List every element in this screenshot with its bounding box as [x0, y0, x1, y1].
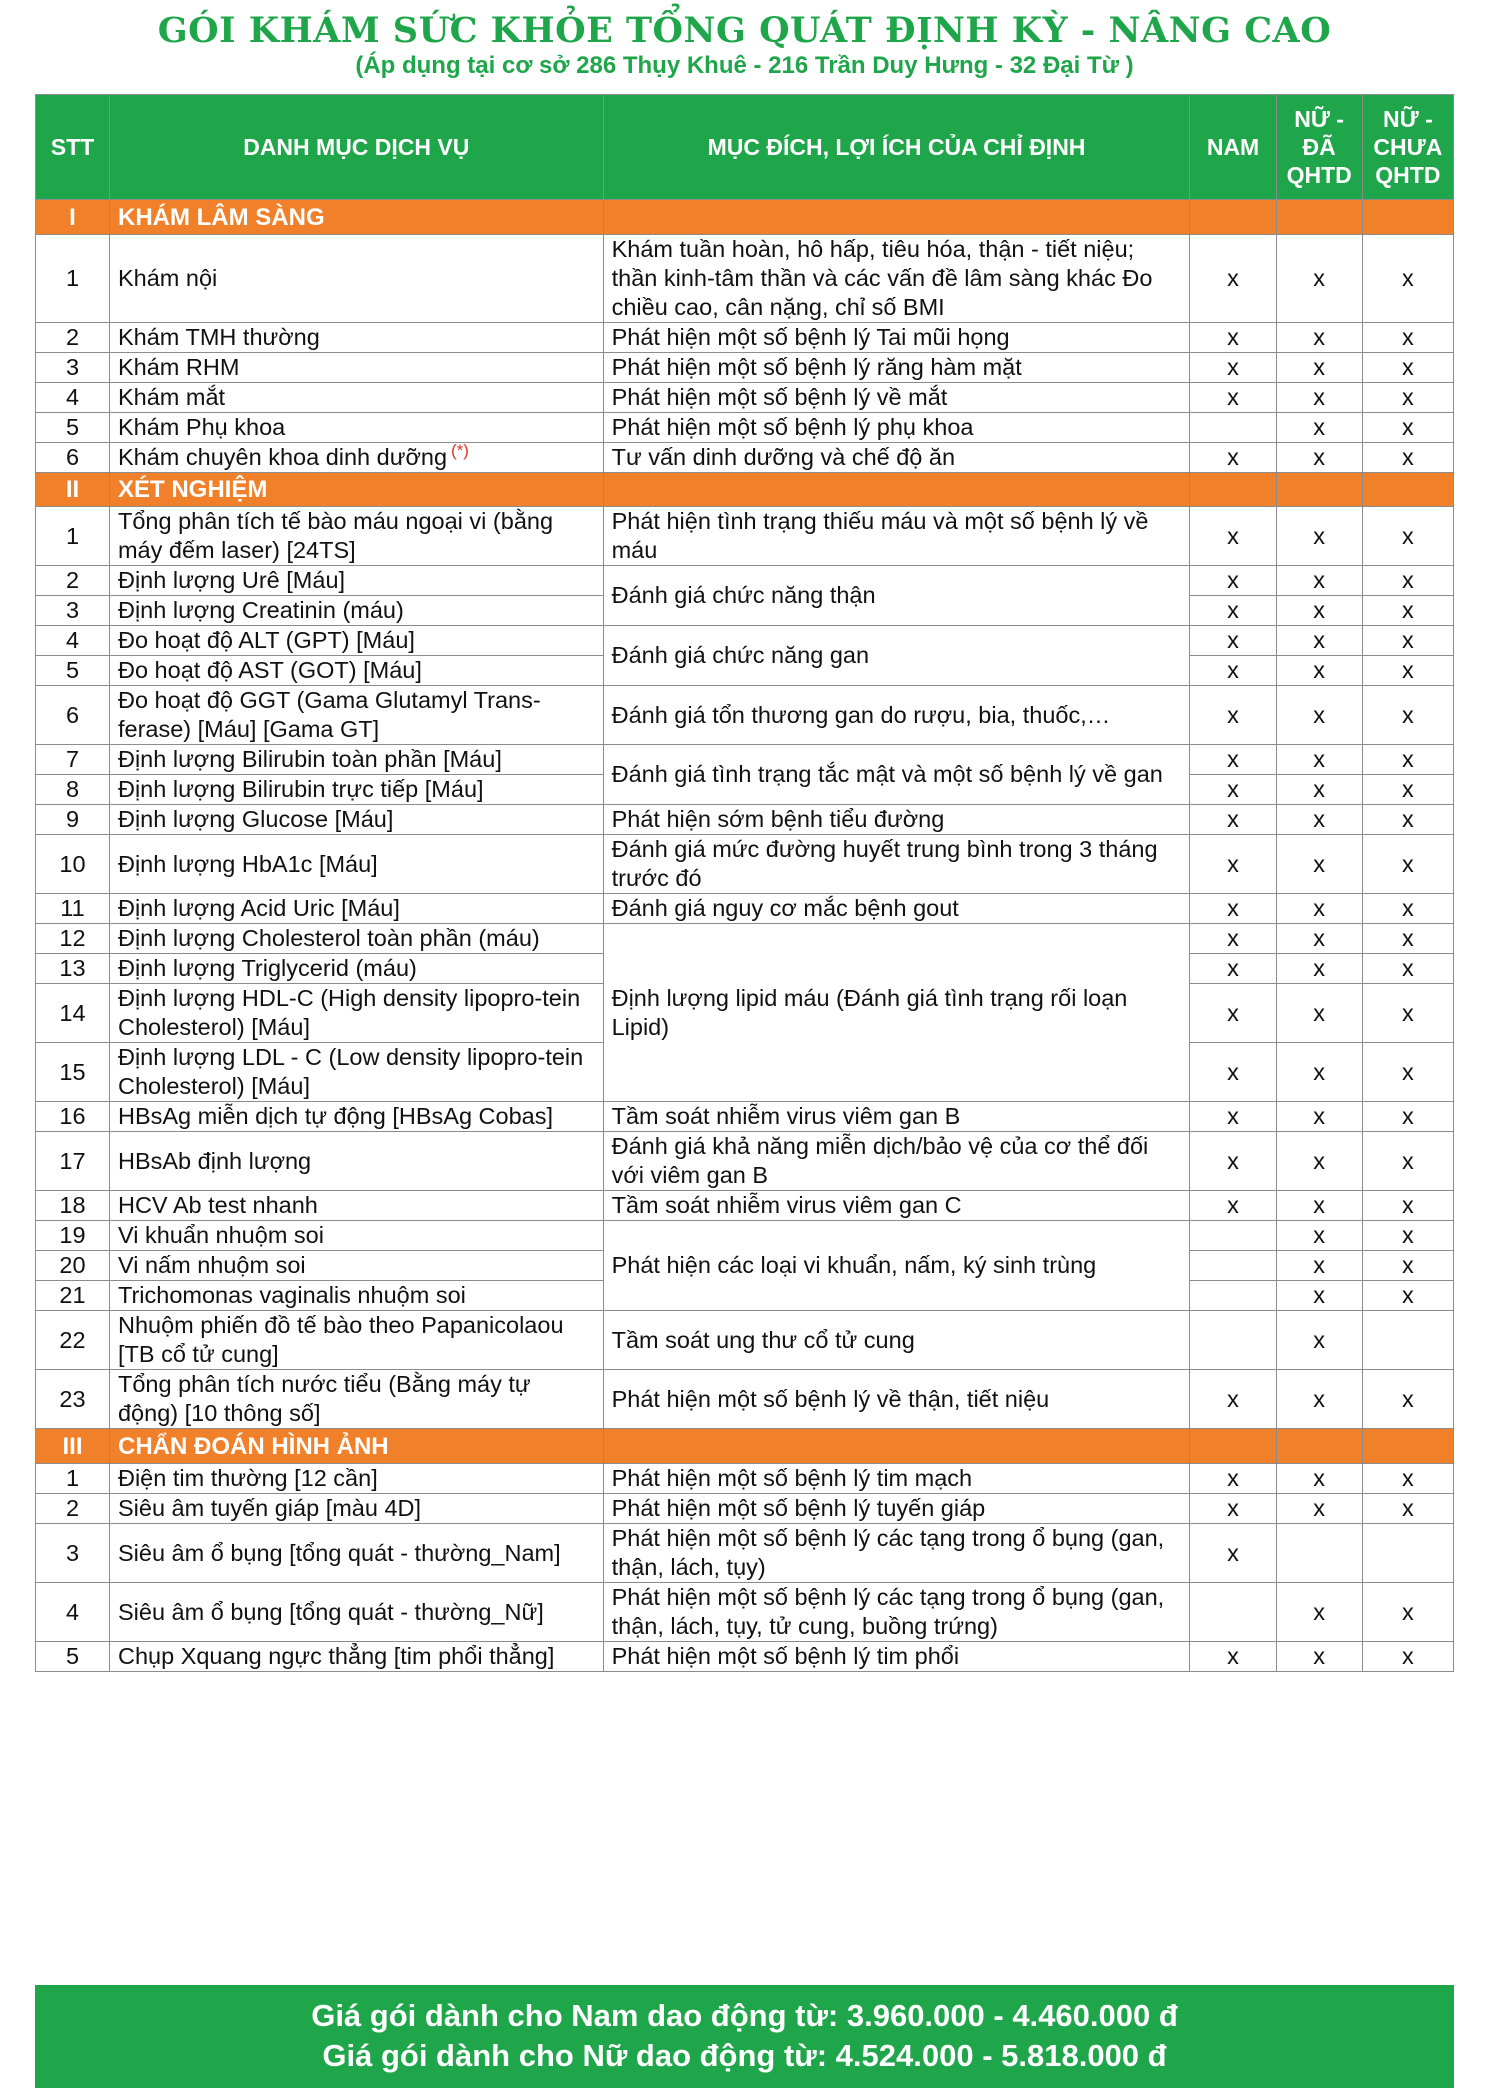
row-stt: 13 — [36, 954, 110, 984]
service-name-text: Định lượng HDL-C (High density lipopro-tein Cholesterol) [Máu] — [117, 985, 581, 1040]
female-single-mark: x — [1362, 1642, 1453, 1672]
section-filler-cell — [603, 473, 1190, 507]
service-name-text: Đo hoạt độ AST (GOT) [Máu] — [117, 657, 422, 683]
table-row — [36, 383, 1454, 413]
female-married-mark: x — [1276, 1221, 1362, 1251]
service-name-text: Định lượng Urê [Máu] — [117, 567, 346, 593]
header-female-single: NỮ - CHƯA QHTD — [1362, 95, 1453, 200]
male-mark: x — [1190, 1524, 1276, 1583]
male-mark — [1190, 1583, 1276, 1642]
service-name-text: Tổng phân tích nước tiểu (Bằng máy tự động) [10 thông số] — [117, 1371, 531, 1426]
female-married-mark: x — [1276, 656, 1362, 686]
section-number: II — [36, 473, 110, 507]
female-single-mark: x — [1362, 353, 1453, 383]
section-title: KHÁM LÂM SÀNG — [109, 200, 603, 235]
male-mark: x — [1190, 1102, 1276, 1132]
service-name-text: Định lượng Cholesterol toàn phần (máu) — [117, 925, 540, 951]
row-service-name — [109, 1494, 603, 1524]
row-stt: 5 — [36, 1642, 110, 1672]
female-married-mark: x — [1276, 413, 1362, 443]
service-name-text: Định lượng Triglycerid (máu) — [117, 955, 417, 981]
male-mark: x — [1190, 566, 1276, 596]
female-single-mark — [1362, 1524, 1453, 1583]
row-purpose: Phát hiện một số bệnh lý về thận, tiết niệu — [603, 1370, 1190, 1429]
female-single-mark: x — [1362, 954, 1453, 984]
service-name-text: HBsAg miễn dịch tự động [HBsAg Cobas] — [117, 1103, 554, 1129]
row-stt: 16 — [36, 1102, 110, 1132]
female-single-mark: x — [1362, 235, 1453, 323]
row-stt: 11 — [36, 894, 110, 924]
female-married-mark: x — [1276, 1642, 1362, 1672]
male-mark: x — [1190, 656, 1276, 686]
service-name-text: Nhuộm phiến đồ tế bào theo Papanicolaou [TB cổ tử cung] — [117, 1312, 564, 1367]
male-mark: x — [1190, 507, 1276, 566]
female-single-mark: x — [1362, 443, 1453, 473]
male-mark: x — [1190, 805, 1276, 835]
row-purpose: Tư vấn dinh dưỡng và chế độ ăn — [603, 443, 1190, 473]
table-row — [36, 566, 1454, 596]
male-mark: x — [1190, 596, 1276, 626]
row-service-name — [109, 1221, 603, 1251]
female-married-mark: x — [1276, 383, 1362, 413]
row-stt: 7 — [36, 745, 110, 775]
service-name-text: Khám Phụ khoa — [117, 414, 286, 440]
row-purpose: Phát hiện một số bệnh lý về mắt — [603, 383, 1190, 413]
row-service-name — [109, 1642, 603, 1672]
female-married-mark — [1276, 1524, 1362, 1583]
row-purpose: Phát hiện một số bệnh lý tim phổi — [603, 1642, 1190, 1672]
female-single-mark: x — [1362, 1370, 1453, 1429]
female-married-mark: x — [1276, 1251, 1362, 1281]
female-single-mark: x — [1362, 984, 1453, 1043]
row-stt: 2 — [36, 1494, 110, 1524]
row-purpose: Đánh giá mức đường huyết trung bình trong 3 tháng trước đó — [603, 835, 1190, 894]
page-subtitle: (Áp dụng tại cơ sở 286 Thụy Khuê - 216 Trần Duy Hưng - 32 Đại Từ ) — [355, 52, 1134, 79]
female-married-mark: x — [1276, 235, 1362, 323]
male-mark: x — [1190, 1191, 1276, 1221]
service-name-text: Đo hoạt độ ALT (GPT) [Máu] — [117, 627, 415, 653]
female-married-mark: x — [1276, 1191, 1362, 1221]
table-row — [36, 235, 1454, 323]
row-service-name — [109, 1043, 603, 1102]
service-name-text: Khám mắt — [117, 384, 226, 410]
service-name-text: Khám nội — [117, 265, 218, 291]
female-single-mark: x — [1362, 1043, 1453, 1102]
female-single-mark: x — [1362, 1132, 1453, 1191]
service-name-text: Định lượng Creatinin (máu) — [117, 597, 404, 623]
female-married-mark: x — [1276, 894, 1362, 924]
female-married-mark: x — [1276, 984, 1362, 1043]
section-filler-cell — [603, 1429, 1190, 1464]
female-single-mark: x — [1362, 626, 1453, 656]
row-purpose: Phát hiện một số bệnh lý răng hàm mặt — [603, 353, 1190, 383]
table-row — [36, 1524, 1454, 1583]
table-header-row — [36, 95, 1454, 200]
table-body — [36, 200, 1454, 1672]
row-purpose: Phát hiện sớm bệnh tiểu đường — [603, 805, 1190, 835]
row-purpose: Đánh giá chức năng thận — [603, 566, 1190, 626]
female-single-mark: x — [1362, 805, 1453, 835]
row-stt: 9 — [36, 805, 110, 835]
row-service-name — [109, 1370, 603, 1429]
row-service-name — [109, 805, 603, 835]
row-service-name — [109, 566, 603, 596]
table-row — [36, 1132, 1454, 1191]
table-row — [36, 323, 1454, 353]
service-name-text: Định lượng HbA1c [Máu] — [117, 850, 378, 877]
service-name-text: Định lượng Bilirubin toàn phần [Máu] — [117, 746, 502, 772]
row-stt: 20 — [36, 1251, 110, 1281]
female-married-mark: x — [1276, 805, 1362, 835]
female-married-mark: x — [1276, 1311, 1362, 1370]
row-stt: 5 — [36, 656, 110, 686]
service-name-text: Trichomonas vaginalis nhuộm soi — [117, 1282, 466, 1308]
section-filler-cell — [1190, 1429, 1276, 1464]
service-name-text: Định lượng Bilirubin trực tiếp [Máu] — [117, 776, 484, 802]
female-single-mark: x — [1362, 323, 1453, 353]
row-purpose: Phát hiện một số bệnh lý tuyến giáp — [603, 1494, 1190, 1524]
male-mark: x — [1190, 924, 1276, 954]
male-mark — [1190, 1281, 1276, 1311]
male-mark: x — [1190, 954, 1276, 984]
service-name-text: Chụp Xquang ngực thẳng [tim phổi thẳng] — [117, 1643, 555, 1669]
female-single-mark — [1362, 1311, 1453, 1370]
female-married-mark: x — [1276, 954, 1362, 984]
row-stt: 3 — [36, 596, 110, 626]
table-row — [36, 686, 1454, 745]
row-stt: 6 — [36, 686, 110, 745]
female-single-mark: x — [1362, 1102, 1453, 1132]
section-filler-cell — [1190, 473, 1276, 507]
female-married-mark: x — [1276, 566, 1362, 596]
row-purpose: Tầm soát ung thư cổ tử cung — [603, 1311, 1190, 1370]
male-price: Giá gói dành cho Nam dao động từ: 3.960.000 - 4.460.000 đ — [311, 1998, 1178, 2033]
row-service-name — [109, 383, 603, 413]
row-stt: 8 — [36, 775, 110, 805]
female-married-mark: x — [1276, 835, 1362, 894]
row-stt: 4 — [36, 626, 110, 656]
male-mark — [1190, 413, 1276, 443]
service-name-text: HBsAb định lượng — [117, 1147, 312, 1174]
female-single-mark: x — [1362, 894, 1453, 924]
table-row — [36, 1642, 1454, 1672]
row-stt: 4 — [36, 1583, 110, 1642]
table-row — [36, 507, 1454, 566]
row-stt: 17 — [36, 1132, 110, 1191]
male-mark: x — [1190, 323, 1276, 353]
female-married-mark: x — [1276, 1043, 1362, 1102]
male-mark — [1190, 1221, 1276, 1251]
male-mark: x — [1190, 383, 1276, 413]
section-title: CHẨN ĐOÁN HÌNH ẢNH — [109, 1429, 603, 1464]
row-stt: 14 — [36, 984, 110, 1043]
row-stt: 4 — [36, 383, 110, 413]
table-row — [36, 353, 1454, 383]
male-mark: x — [1190, 353, 1276, 383]
section-filler-cell — [1362, 1429, 1453, 1464]
row-purpose: Phát hiện một số bệnh lý các tạng trong ổ bụng (gan, thận, lách, tụy) — [603, 1524, 1190, 1583]
row-service-name — [109, 626, 603, 656]
female-single-mark: x — [1362, 656, 1453, 686]
row-service-name — [109, 656, 603, 686]
service-name-text: Định lượng Glucose [Máu] — [117, 806, 394, 832]
female-married-mark: x — [1276, 596, 1362, 626]
row-purpose: Đánh giá nguy cơ mắc bệnh gout — [603, 894, 1190, 924]
female-married-mark: x — [1276, 1132, 1362, 1191]
row-purpose: Phát hiện các loại vi khuẩn, nấm, ký sinh trùng — [603, 1221, 1190, 1311]
row-service-name — [109, 353, 603, 383]
row-purpose: Khám tuần hoàn, hô hấp, tiêu hóa, thận - tiết niệu; thần kinh-tâm thần và các vấn đề lâm sàng khác Đo chiều cao, cân nặng, chỉ số BMI — [603, 235, 1190, 323]
table-row — [36, 443, 1454, 473]
service-table — [35, 94, 1454, 1672]
price-footer — [35, 1985, 1454, 2088]
female-married-mark: x — [1276, 775, 1362, 805]
section-filler-cell — [1190, 200, 1276, 235]
header-male: NAM — [1190, 95, 1276, 200]
row-purpose: Phát hiện một số bệnh lý các tạng trong ổ bụng (gan, thận, lách, tụy, tử cung, buồng trứng) — [603, 1583, 1190, 1642]
section-filler-cell — [1362, 200, 1453, 235]
female-single-mark: x — [1362, 1583, 1453, 1642]
service-name-text: HCV Ab test nhanh — [117, 1192, 318, 1218]
female-single-mark: x — [1362, 1281, 1453, 1311]
row-stt: 2 — [36, 323, 110, 353]
female-price: Giá gói dành cho Nữ dao động từ: 4.524.000 - 5.818.000 đ — [322, 2038, 1167, 2073]
row-service-name — [109, 507, 603, 566]
service-name-text: Định lượng LDL - C (Low density lipopro-tein Cholesterol) [Máu] — [117, 1044, 584, 1099]
footnote-mark: (*) — [451, 441, 469, 461]
row-stt: 10 — [36, 835, 110, 894]
section-filler-cell — [1276, 473, 1362, 507]
female-single-mark: x — [1362, 596, 1453, 626]
table-row — [36, 1583, 1454, 1642]
section-number: III — [36, 1429, 110, 1464]
male-mark: x — [1190, 1464, 1276, 1494]
female-married-mark: x — [1276, 745, 1362, 775]
row-service-name — [109, 954, 603, 984]
table-row — [36, 413, 1454, 443]
row-stt: 5 — [36, 413, 110, 443]
table-row — [36, 1191, 1454, 1221]
row-stt: 21 — [36, 1281, 110, 1311]
female-single-mark: x — [1362, 507, 1453, 566]
row-stt: 1 — [36, 235, 110, 323]
row-service-name — [109, 775, 603, 805]
row-stt: 15 — [36, 1043, 110, 1102]
table-row — [36, 1370, 1454, 1429]
male-mark: x — [1190, 775, 1276, 805]
female-married-mark: x — [1276, 1583, 1362, 1642]
service-name-text: Vi nấm nhuộm soi — [117, 1252, 306, 1278]
female-single-mark: x — [1362, 745, 1453, 775]
female-married-mark: x — [1276, 1281, 1362, 1311]
section-number: I — [36, 200, 110, 235]
row-service-name — [109, 1583, 603, 1642]
row-purpose: Định lượng lipid máu (Đánh giá tình trạng rối loạn Lipid) — [603, 924, 1190, 1102]
male-mark: x — [1190, 894, 1276, 924]
row-stt: 12 — [36, 924, 110, 954]
row-service-name — [109, 413, 603, 443]
male-mark: x — [1190, 835, 1276, 894]
row-service-name — [109, 1281, 603, 1311]
page-title: GÓI KHÁM SỨC KHỎE TỔNG QUÁT ĐỊNH KỲ - NÂNG CAO — [157, 10, 1332, 51]
row-service-name — [109, 924, 603, 954]
female-married-mark: x — [1276, 323, 1362, 353]
row-service-name — [109, 596, 603, 626]
row-service-name — [109, 1132, 603, 1191]
female-single-mark: x — [1362, 383, 1453, 413]
service-name-text: Siêu âm tuyến giáp [màu 4D] — [117, 1495, 422, 1521]
row-purpose: Đánh giá tình trạng tắc mật và một số bệnh lý về gan — [603, 745, 1190, 805]
table-row — [36, 745, 1454, 775]
female-single-mark: x — [1362, 775, 1453, 805]
service-name-text: Khám RHM — [117, 354, 240, 380]
section-header-row — [36, 200, 1454, 235]
row-stt: 6 — [36, 443, 110, 473]
female-single-mark: x — [1362, 1221, 1453, 1251]
header-purpose: MỤC ĐÍCH, LỢI ÍCH CỦA CHỈ ĐỊNH — [603, 95, 1190, 200]
table-row — [36, 1464, 1454, 1494]
female-married-mark: x — [1276, 1494, 1362, 1524]
row-service-name — [109, 1251, 603, 1281]
row-stt: 1 — [36, 507, 110, 566]
female-married-mark: x — [1276, 443, 1362, 473]
row-purpose: Phát hiện một số bệnh lý tim mạch — [603, 1464, 1190, 1494]
female-single-mark: x — [1362, 1464, 1453, 1494]
row-service-name — [109, 686, 603, 745]
row-service-name — [109, 1464, 603, 1494]
service-name-text: Siêu âm ổ bụng [tổng quát - thường_Nam] — [117, 1539, 561, 1566]
female-married-mark: x — [1276, 1370, 1362, 1429]
service-name-text: Siêu âm ổ bụng [tổng quát - thường_Nữ] — [117, 1598, 544, 1625]
table-row — [36, 626, 1454, 656]
male-mark: x — [1190, 745, 1276, 775]
row-service-name — [109, 1311, 603, 1370]
row-service-name — [109, 443, 603, 473]
male-mark: x — [1190, 1642, 1276, 1672]
header-service: DANH MỤC DỊCH VỤ — [109, 95, 603, 200]
male-mark: x — [1190, 235, 1276, 323]
table-row — [36, 835, 1454, 894]
section-header-row — [36, 1429, 1454, 1464]
female-single-mark: x — [1362, 566, 1453, 596]
female-married-mark: x — [1276, 924, 1362, 954]
table-row — [36, 1311, 1454, 1370]
row-service-name — [109, 1102, 603, 1132]
section-filler-cell — [1276, 1429, 1362, 1464]
row-service-name — [109, 1524, 603, 1583]
row-purpose: Phát hiện một số bệnh lý Tai mũi họng — [603, 323, 1190, 353]
service-name-text: Đo hoạt độ GGT (Gama Glutamyl Trans-ferase) [Máu] [Gama GT] — [117, 687, 541, 742]
male-mark: x — [1190, 626, 1276, 656]
male-mark: x — [1190, 686, 1276, 745]
female-married-mark: x — [1276, 1464, 1362, 1494]
service-name-text: Định lượng Acid Uric [Máu] — [117, 895, 400, 921]
table-row — [36, 1494, 1454, 1524]
row-purpose: Đánh giá chức năng gan — [603, 626, 1190, 686]
table-row — [36, 805, 1454, 835]
table-row — [36, 1221, 1454, 1251]
row-stt: 1 — [36, 1464, 110, 1494]
male-mark: x — [1190, 1370, 1276, 1429]
table-row — [36, 924, 1454, 954]
row-service-name — [109, 1191, 603, 1221]
section-filler-cell — [603, 200, 1190, 235]
male-mark: x — [1190, 443, 1276, 473]
female-married-mark: x — [1276, 353, 1362, 383]
section-title: XÉT NGHIỆM — [109, 473, 603, 507]
row-purpose: Đánh giá tổn thương gan do rượu, bia, thuốc,… — [603, 686, 1190, 745]
table-row — [36, 894, 1454, 924]
section-filler-cell — [1276, 200, 1362, 235]
service-name-text: Khám chuyên khoa dinh dưỡng — [117, 444, 448, 470]
female-married-mark: x — [1276, 507, 1362, 566]
row-stt: 3 — [36, 1524, 110, 1583]
female-married-mark: x — [1276, 686, 1362, 745]
row-service-name — [109, 984, 603, 1043]
row-purpose: Phát hiện một số bệnh lý phụ khoa — [603, 413, 1190, 443]
service-name-text: Điện tim thường [12 cần] — [117, 1465, 378, 1491]
service-name-text: Tổng phân tích tế bào máu ngoại vi (bằng máy đếm laser) [24TS] — [117, 508, 554, 563]
row-stt: 19 — [36, 1221, 110, 1251]
row-purpose: Phát hiện tình trạng thiếu máu và một số bệnh lý về máu — [603, 507, 1190, 566]
male-mark: x — [1190, 1494, 1276, 1524]
male-mark: x — [1190, 1043, 1276, 1102]
female-married-mark: x — [1276, 1102, 1362, 1132]
row-service-name — [109, 235, 603, 323]
female-single-mark: x — [1362, 686, 1453, 745]
female-single-mark: x — [1362, 924, 1453, 954]
female-single-mark: x — [1362, 413, 1453, 443]
section-filler-cell — [1362, 473, 1453, 507]
row-stt: 3 — [36, 353, 110, 383]
row-purpose: Đánh giá khả năng miễn dịch/bảo vệ của cơ thể đối với viêm gan B — [603, 1132, 1190, 1191]
table-row — [36, 1102, 1454, 1132]
row-purpose: Tầm soát nhiễm virus viêm gan C — [603, 1191, 1190, 1221]
female-single-mark: x — [1362, 1251, 1453, 1281]
service-name-text: Khám TMH thường — [117, 324, 320, 350]
male-mark: x — [1190, 984, 1276, 1043]
male-mark: x — [1190, 1132, 1276, 1191]
row-stt: 22 — [36, 1311, 110, 1370]
male-mark — [1190, 1311, 1276, 1370]
female-married-mark: x — [1276, 626, 1362, 656]
header-stt: STT — [36, 95, 110, 200]
row-stt: 18 — [36, 1191, 110, 1221]
row-service-name — [109, 894, 603, 924]
female-single-mark: x — [1362, 1494, 1453, 1524]
service-name-text: Vi khuẩn nhuộm soi — [117, 1222, 324, 1248]
row-purpose: Tầm soát nhiễm virus viêm gan B — [603, 1102, 1190, 1132]
row-stt: 2 — [36, 566, 110, 596]
row-service-name — [109, 835, 603, 894]
female-single-mark: x — [1362, 835, 1453, 894]
male-mark — [1190, 1251, 1276, 1281]
female-single-mark: x — [1362, 1191, 1453, 1221]
row-service-name — [109, 323, 603, 353]
row-service-name — [109, 745, 603, 775]
header-female-married: NỮ - ĐÃ QHTD — [1276, 95, 1362, 200]
section-header-row — [36, 473, 1454, 507]
row-stt: 23 — [36, 1370, 110, 1429]
